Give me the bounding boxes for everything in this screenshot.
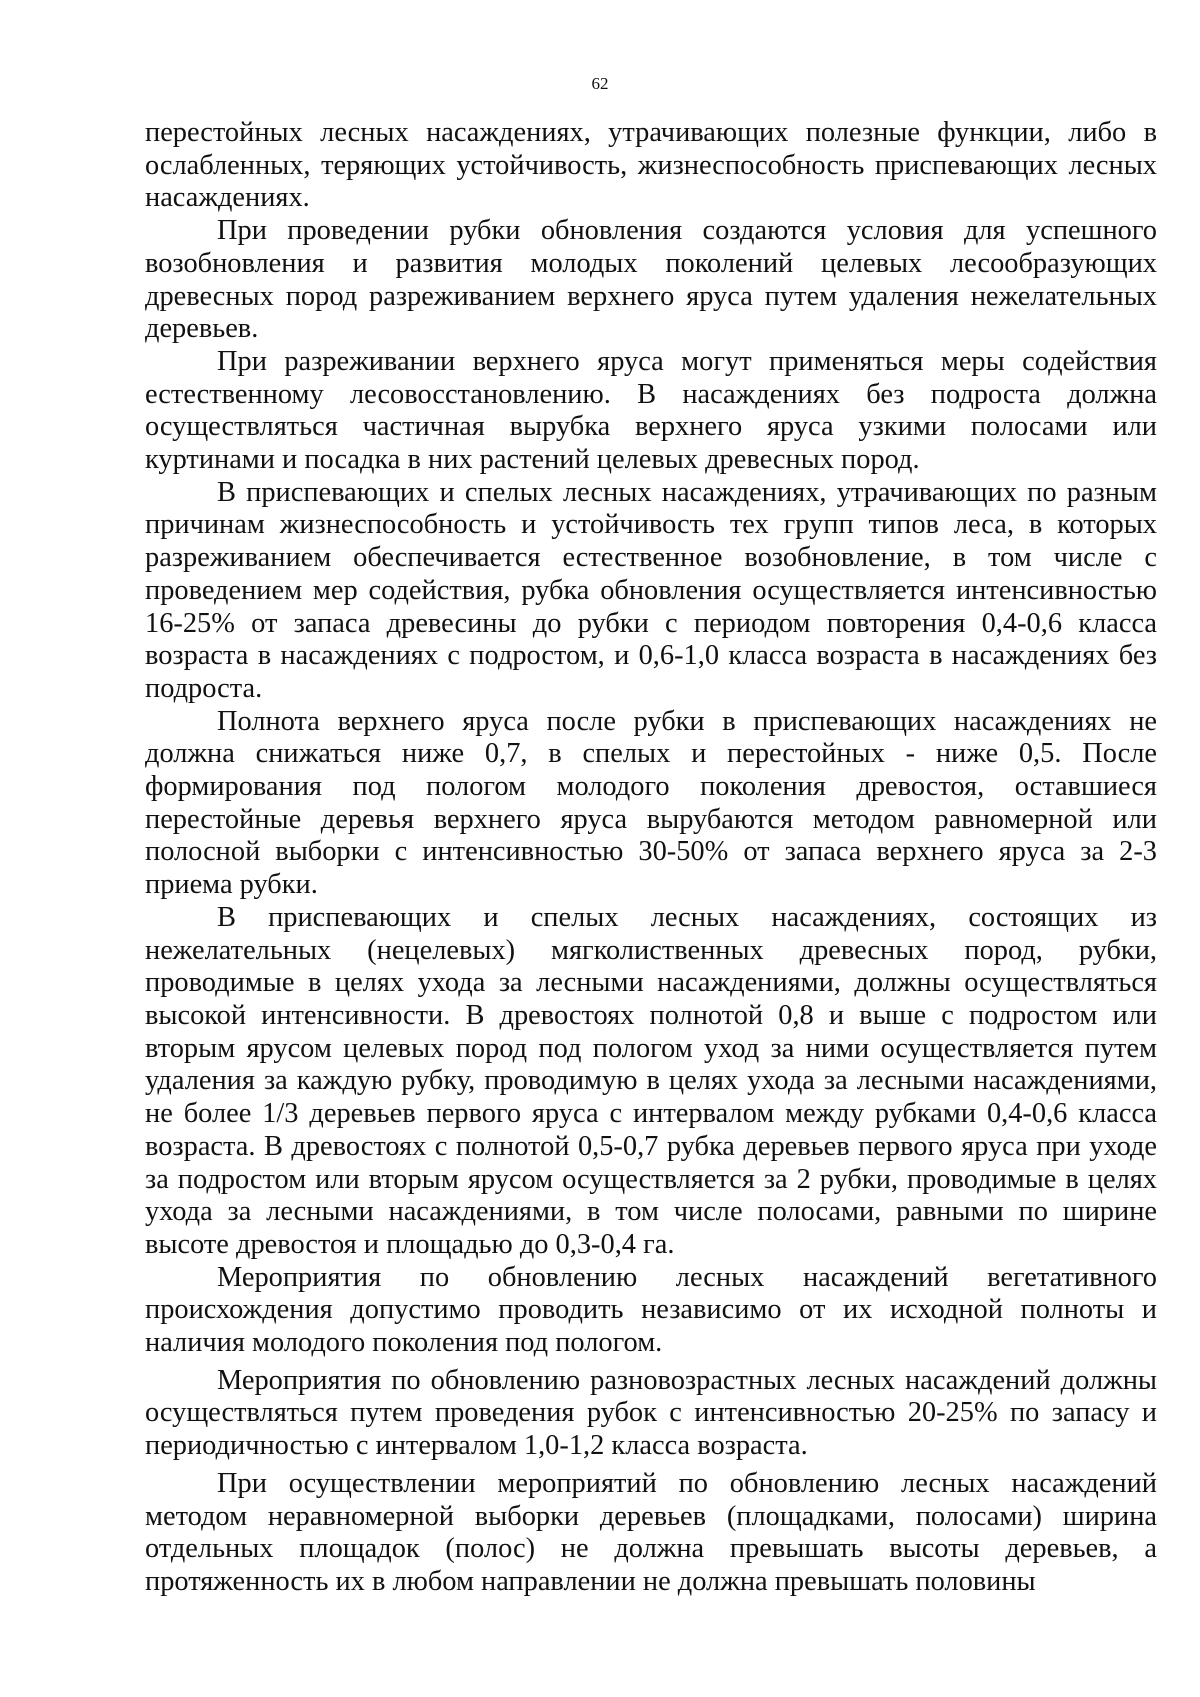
- paragraph: Полнота верхнего яруса после рубки в приспевающих насаждениях не должна снижаться ниже 0,7, в спелых и перестойных - ниже 0,5. После формирования под пологом молодого поколения древостоя, оставшиеся перестойные деревья верхнего яруса вырубаются методом равномерной или полосной выборки с интенсивностью 30-50% от запаса верхнего яруса за 2-3 приема рубки.: [145, 705, 1157, 901]
- paragraph: В приспевающих и спелых лесных насаждениях, утрачивающих по разным причинам жизнеспособность и устойчивость тех групп типов леса, в которых разреживанием обеспечивается естественное возобновление, в том числе с проведением мер содействия, рубка обновления осуществляется интенсивностью 16-25% от запаса древесины до рубки с периодом повторения 0,4-0,6 класса возраста в насаждениях с подростом, и 0,6-1,0 класса возраста в насаждениях без подроста.: [145, 476, 1157, 704]
- paragraph: Мероприятия по обновлению разновозрастных лесных насаждений должны осуществляться путем проведения рубок с интенсивностью 20-25% по запасу и периодичностью с интервалом 1,0-1,2 класса возраста.: [145, 1364, 1157, 1462]
- paragraph-continuation: перестойных лесных насаждениях, утрачивающих полезные функции, либо в ослабленных, теряющих устойчивость, жизнеспособность приспевающих лесных насаждениях.: [145, 117, 1157, 214]
- page-number: 62: [591, 74, 609, 93]
- paragraph: При разреживании верхнего яруса могут применяться меры содействия естественному лесовосстановлению. В насаждениях без подроста должна осуществляться частичная вырубка верхнего яруса узкими полосами или куртинами и посадка в них растений целевых древесных пород.: [145, 345, 1157, 476]
- paragraph: При проведении рубки обновления создаются условия для успешного возобновления и развития молодых поколений целевых лесообразующих древесных пород разреживанием верхнего яруса путем удаления нежелательных деревьев.: [145, 215, 1157, 345]
- paragraph: В приспевающих и спелых лесных насаждениях, состоящих из нежелательных (нецелевых) мягколиственных древесных пород, рубки, проводимые в целях ухода за лесными насаждениями, должны осуществляться высокой интенсивности. В древостоях полнотой 0,8 и выше с подростом или вторым ярусом целевых пород под пологом уход за ними осуществляется путем удаления за каждую рубку, проводимую в целях ухода за лесными насаждениями, не более 1/3 деревьев первого яруса с интервалом между рубками 0,4-0,6 класса возраста. В древостоях с полнотой 0,5-0,7 рубка деревьев первого яруса при уходе за подростом или вторым ярусом осуществляется за 2 рубки, проводимые в целях ухода за лесными насаждениями, в том числе полосами, равными по ширине высоте древостоя и площадью до 0,3-0,4 га.: [145, 901, 1157, 1260]
- paragraph: Мероприятия по обновлению лесных насаждений вегетативного происхождения допустимо проводить независимо от их исходной полноты и наличия молодого поколения под пологом.: [145, 1261, 1157, 1359]
- paragraph: При осуществлении мероприятий по обновлению лесных насаждений методом неравномерной выборки деревьев (площадками, полосами) ширина отдельных площадок (полос) не должна превышать высоты деревьев, а протяженность их в любом направлении не должна превышать половины: [145, 1467, 1157, 1597]
- document-body: [145, 117, 1157, 1599]
